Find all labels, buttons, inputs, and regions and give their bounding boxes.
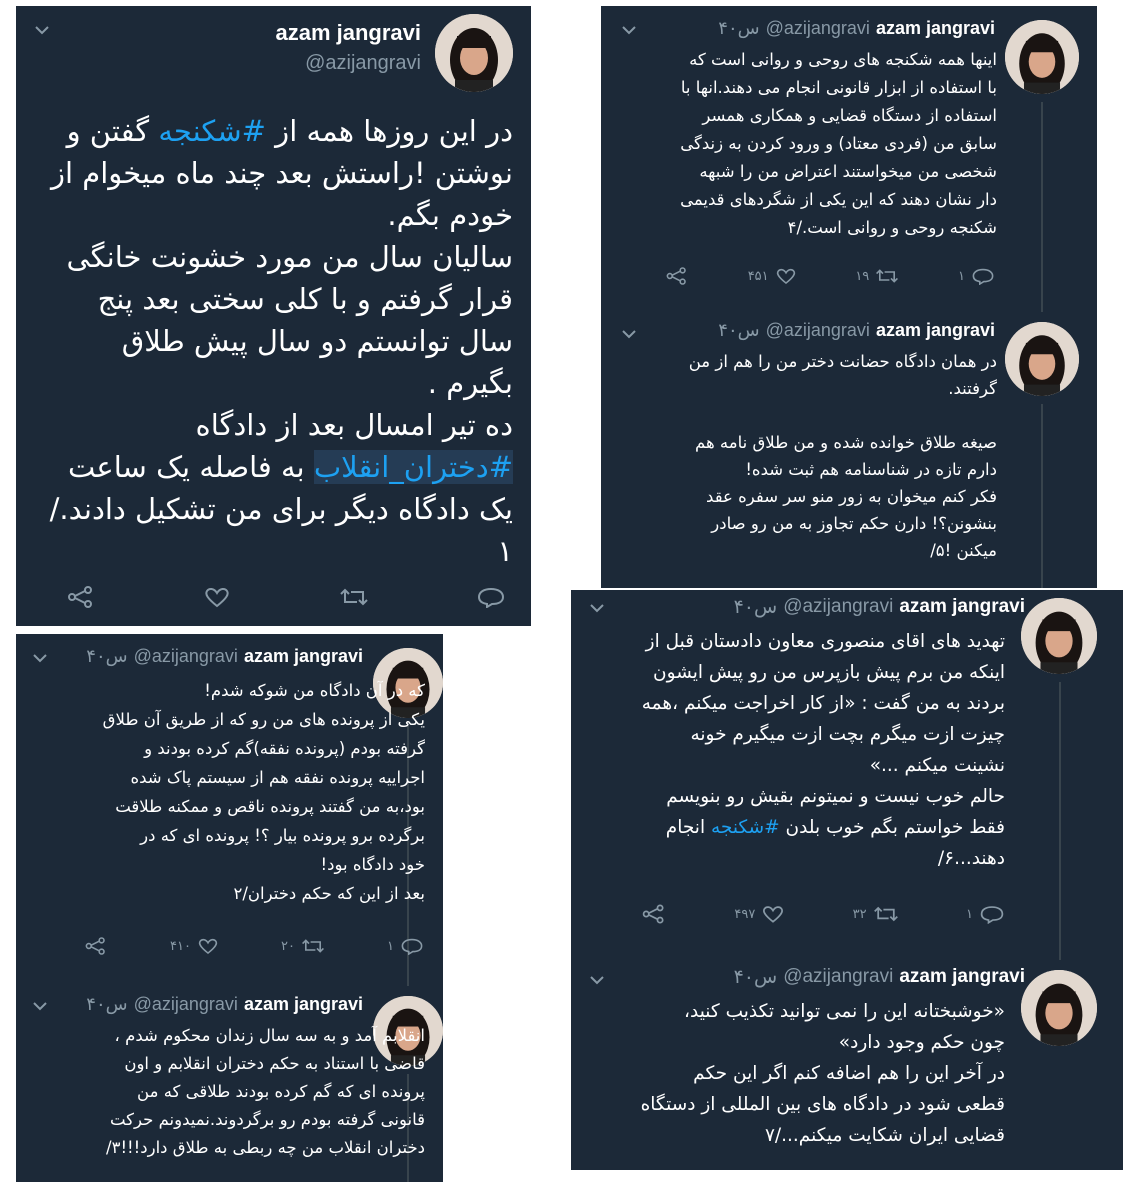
text-line: چیزت ازت میگرم بچت ازت میگیرم خونه — [690, 724, 1005, 745]
text-line: یک دادگاه دیگر برای من تشکیل دادند./ — [49, 492, 513, 526]
chevron-down-icon[interactable] — [621, 24, 637, 36]
text-line: ۱ — [497, 534, 513, 568]
author-handle: @azijangravi — [133, 646, 238, 666]
tweet-header[interactable] — [86, 646, 363, 667]
heart-icon — [197, 937, 219, 955]
share-icon[interactable] — [641, 904, 667, 924]
retweet-count: ۲۰ — [281, 938, 295, 954]
like-count: ۴۵۱ — [747, 268, 769, 284]
reply-count: ۱ — [966, 906, 973, 922]
tweet-header[interactable] — [718, 18, 995, 39]
author-name: azam jangravi — [899, 596, 1025, 617]
reply-count: ۱ — [957, 268, 965, 284]
retweet-count: ۳۲ — [852, 906, 867, 922]
text-line: چون حکم وجود دارد» — [838, 1032, 1005, 1053]
avatar[interactable] — [435, 14, 513, 92]
text-line: ده تیر امسال بعد از دادگاه — [195, 408, 513, 442]
reply-button[interactable] — [387, 937, 424, 955]
retweet-icon[interactable] — [339, 586, 369, 608]
text-line: #دختران_انقلاب به فاصله یک ساعت — [67, 450, 513, 484]
text-line: دار نشان دهند که این یکی از شگردهای قدیمی — [680, 190, 997, 209]
thread-line — [1041, 102, 1043, 312]
like-count: ۴۹۷ — [734, 906, 756, 922]
tweet-header[interactable] — [718, 320, 995, 341]
text-line: قرار گرفتم و با کلی سختی بعد پنج — [97, 282, 513, 316]
author-handle: @azijangravi — [783, 596, 894, 617]
like-button[interactable] — [734, 904, 785, 924]
text-line: پرونده ای که گم کرده بودند طلاقی که من — [137, 1082, 425, 1101]
text-line: سال توانستم دو سال پیش طلاق — [121, 324, 513, 358]
retweet-button[interactable] — [853, 904, 899, 924]
main-tweet-panel — [16, 6, 531, 626]
tweet-actions — [641, 904, 1005, 924]
tweet-text — [30, 676, 425, 908]
timestamp: ۴۰س — [733, 596, 778, 618]
tweet-2-panel — [16, 634, 443, 986]
chevron-down-icon[interactable] — [589, 602, 605, 614]
author-handle: @azijangravi — [783, 966, 894, 987]
text-line: بود،به من گفتند پرونده ناقص و ممکنه طلاقت — [115, 797, 425, 816]
text-line: فکر کنم میخوان به زور منو سر سفره عقد — [706, 487, 997, 506]
text-line: استفاده از دستگاه قضایی و همکاری همسر — [702, 106, 997, 125]
text-line: قضایی ایران شکایت میکنم.../۷ — [764, 1125, 1005, 1146]
text-line: صیغه طلاق خوانده شده و من طلاق نامه هم — [694, 433, 997, 452]
text-line: بگیرم . — [427, 366, 513, 400]
text-line: در این روزها همه از #شکنجه گفتن و — [66, 114, 513, 148]
chevron-down-icon[interactable] — [589, 974, 605, 986]
author-name: azam jangravi — [899, 966, 1025, 987]
author-handle: @azijangravi — [765, 18, 870, 38]
text-line: قانونی گرفته بودم رو برگردوند.نمیدونم حرکت — [109, 1110, 425, 1129]
avatar[interactable] — [1021, 598, 1097, 674]
avatar[interactable] — [1021, 970, 1097, 1046]
text-line: خودم بگم. — [387, 198, 513, 232]
main-tweet-actions — [66, 586, 506, 608]
text-line — [617, 402, 997, 429]
text-line: انقلابم آمد و به سه سال زندان محکوم شدم ، — [114, 1026, 425, 1045]
text-line: دارم تازه در شناسنامه هم ثبت شده! — [745, 460, 997, 479]
share-icon[interactable] — [665, 266, 689, 286]
like-icon[interactable] — [203, 586, 231, 608]
timestamp: ۴۰س — [718, 320, 760, 341]
reply-count: ۱ — [387, 938, 394, 954]
text-line: «خوشبختانه این را نمی توانید تکذیب کنید، — [684, 1001, 1005, 1022]
hashtag-link[interactable]: #دختران_انقلاب — [313, 450, 513, 484]
share-icon[interactable] — [66, 586, 96, 608]
author-name: azam jangravi — [243, 646, 363, 666]
text-line: که در آن دادگاه من شوکه شدم! — [204, 681, 425, 700]
reply-icon — [979, 904, 1005, 924]
text-line: نوشتن !راستش بعد چند ماه میخوام از — [50, 156, 513, 190]
avatar[interactable] — [1005, 20, 1079, 94]
tweet-text — [585, 996, 1005, 1151]
retweet-icon — [873, 904, 899, 924]
text-line: بعد از این که حکم دختران/۲ — [233, 884, 425, 903]
hashtag-link[interactable]: #شکنجه — [158, 114, 266, 148]
tweet-text — [585, 626, 1005, 874]
text-line: در آخر این را هم اضافه کنم اگر این حکم — [693, 1063, 1005, 1084]
tweet-header[interactable] — [734, 596, 1025, 618]
text-line: بردند به من گفت : «از کار اخراجت میکنم ،همه — [641, 693, 1005, 714]
tweet-7-panel — [571, 960, 1123, 1170]
author-name: azam jangravi — [875, 320, 995, 340]
reply-icon — [971, 267, 995, 285]
text-line: شخصی من میخواستند اعتراض من را شبهه — [699, 162, 997, 181]
text-line: قطعی شود در دادگاه های بین المللی از دستگاه — [640, 1094, 1005, 1115]
retweet-button[interactable] — [855, 267, 899, 285]
text-line: یکی از پرونده های من رو که از طریق آن طلاق — [102, 710, 425, 729]
tweet-4-panel — [601, 6, 1097, 312]
timestamp: ۴۰س — [86, 646, 128, 667]
text-line: نشینت میکنم ...» — [869, 755, 1005, 776]
avatar[interactable] — [1005, 322, 1079, 396]
heart-icon — [761, 904, 785, 924]
text-line: فقط خواستم بگم خوب بلدن #شکنجه انجام — [665, 817, 1005, 838]
author-handle: @azijangravi — [765, 320, 870, 340]
heart-icon — [775, 267, 797, 285]
text-line: گرفته بودم (پرونده نفقه)گم کرده بودند و — [144, 739, 425, 758]
author-handle: @azijangravi — [305, 52, 421, 74]
tweet-actions — [84, 936, 424, 956]
text-line: حالم خوب نیست و نمیتونم بقیش رو بنویسم — [666, 786, 1005, 807]
text-line: سابق من (فردی معتاد) و ورود کردن به زندگی — [680, 134, 997, 153]
author-name: azam jangravi — [875, 18, 995, 38]
tweet-text — [617, 348, 997, 564]
text-line: تهدید های اقای منصوری معاون دادستان قبل از — [645, 631, 1005, 652]
chevron-down-icon[interactable] — [32, 1000, 48, 1012]
like-button[interactable] — [170, 937, 219, 955]
thread-line — [1059, 682, 1061, 960]
timestamp: ۴۰س — [86, 994, 128, 1015]
hashtag-link[interactable]: #شکنجه — [710, 817, 780, 838]
reply-icon — [400, 937, 424, 955]
tweet-text — [617, 46, 997, 242]
text-line: قاضی با استناد به حکم دختران انقلابم و اون — [124, 1054, 425, 1073]
like-button[interactable] — [748, 267, 797, 285]
author-name: azam jangravi — [275, 20, 421, 45]
text-line: در همان دادگاه حضانت دختر من را هم از من — [688, 352, 997, 371]
tweet-header[interactable] — [734, 966, 1025, 988]
share-icon[interactable] — [84, 936, 108, 956]
text-line: بنشونن؟! دارن حکم تجاوز به من رو صادر — [711, 514, 997, 533]
author-name: azam jangravi — [243, 994, 363, 1014]
like-count: ۴۱۰ — [170, 938, 191, 954]
reply-button[interactable] — [966, 904, 1005, 924]
chevron-down-icon[interactable] — [621, 328, 637, 340]
reply-icon[interactable] — [476, 586, 506, 608]
text-line: اینکه من برم پیش بازپرس من رو پیش ایشون — [653, 662, 1005, 683]
retweet-button[interactable] — [281, 937, 325, 955]
main-tweet-text — [23, 110, 513, 572]
chevron-down-icon[interactable] — [32, 652, 48, 664]
thread-line — [1041, 404, 1043, 588]
tweet-header[interactable] — [86, 994, 363, 1015]
chevron-down-icon[interactable] — [34, 24, 50, 36]
text-line: سالیان سال من مورد خشونت خانگی — [66, 240, 513, 274]
retweet-icon — [875, 267, 899, 285]
text-line: گرفتند. — [948, 379, 997, 398]
text-line: میکنن !۵/ — [930, 541, 997, 560]
text-line: شکنجه روحی و روانی است./۴ — [787, 218, 997, 237]
text-line: خود دادگاه بود! — [320, 855, 425, 874]
tweet-3-panel — [16, 986, 443, 1182]
text-line: برگرده برو پرونده بیار ؟! پرونده ای که در — [140, 826, 425, 845]
reply-button[interactable] — [958, 267, 995, 285]
author-handle: @azijangravi — [133, 994, 238, 1014]
main-tweet-author[interactable] — [275, 20, 421, 75]
tweet-5-panel — [601, 312, 1097, 588]
text-line: دختران انقلاب من چه ربطی به طلاق دارد!!!۳/ — [106, 1138, 425, 1157]
text-line: با استفاده از ابزار قانونی انجام می دهند.انها با — [680, 78, 997, 97]
text-line: اجراییه پرونده نفقه هم از سیستم پاک شده — [130, 768, 425, 787]
text-line: اینها همه شکنجه های روحی و روانی است که — [689, 50, 997, 69]
text-line: دهند...۶/ — [937, 848, 1005, 869]
retweet-icon — [301, 937, 325, 955]
tweet-text — [30, 1022, 425, 1162]
tweet-actions — [665, 266, 995, 286]
retweet-count: ۱۹ — [855, 268, 870, 284]
timestamp: ۴۰س — [733, 966, 778, 988]
tweet-6-panel — [571, 590, 1123, 960]
timestamp: ۴۰س — [718, 18, 760, 39]
